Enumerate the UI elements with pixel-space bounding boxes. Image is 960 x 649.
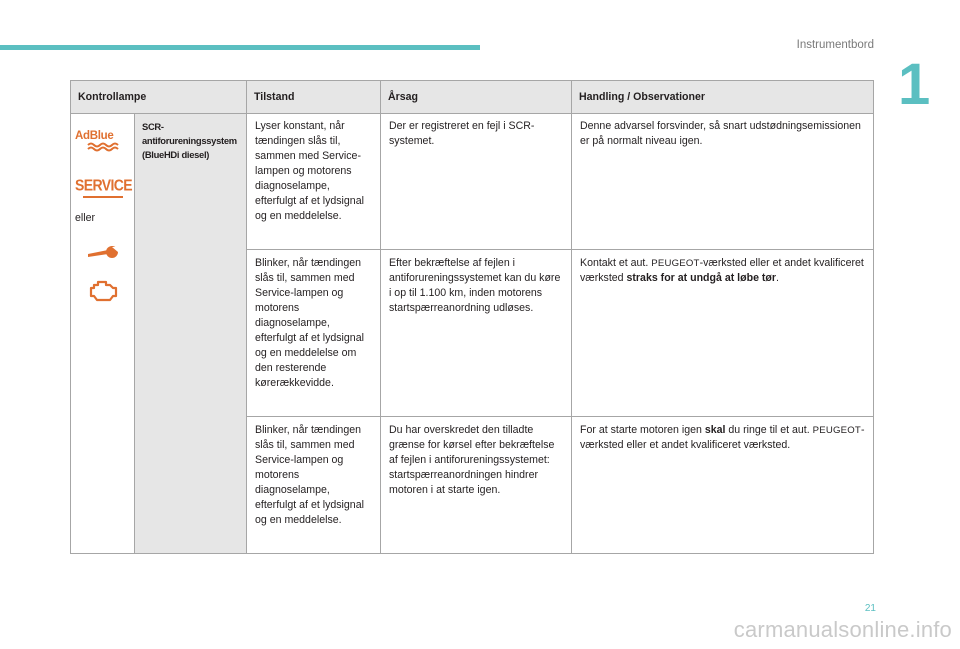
or-label: eller — [75, 212, 96, 224]
row3-arsag: Du har overskredet den tilladte grænse for kørsel efter bekræftelse af fejlen i antiforureningssystemet: startspærreanordningen hindrer motoren i at starte igen. — [381, 417, 572, 554]
page-number: 21 — [864, 603, 876, 614]
row3-handling-pre: For at starte motoren igen — [580, 424, 705, 436]
header-handling: Handling / Observationer — [572, 81, 874, 114]
row1-arsag: Der er registreret en fejl i SCR-systemet. — [381, 114, 572, 250]
row1-handling: Denne advarsel forsvinder, så snart udstødningsemissionen er på normalt niveau igen. — [572, 114, 874, 250]
row2-handling-post: . — [776, 272, 779, 284]
chapter-number: 1 — [898, 52, 931, 117]
row2-handling-brand: PEUGEOT — [651, 258, 700, 269]
row3-handling-mid: du ringe til et aut. — [725, 424, 813, 436]
table-header-row — [71, 81, 874, 114]
row2-handling-mid: -værksted eller et andet kvalificeret værksted — [580, 257, 864, 284]
header-kontrollampe: Kontrollampe — [71, 81, 247, 114]
row3-handling-post: -værksted eller et andet kvalificeret værksted. — [580, 424, 865, 451]
row1-tilstand: Lyser konstant, når tændingen slås til, sammen med Service-lampen og motorens diagnoselampe, efterfulgt af et lydsignal og en meddelelse. — [247, 114, 381, 250]
table-row — [71, 114, 874, 250]
adblue-icon: AdBlue — [75, 130, 130, 152]
row3-handling — [572, 417, 874, 554]
wrench-icon — [86, 244, 120, 260]
service-underline-icon — [82, 195, 124, 199]
watermark: carmanualsonline.info — [733, 617, 952, 642]
row2-arsag: Efter bekræftelse af fejlen i antiforureningssystemet kan du køre i op til 1.100 km, inden motorens startspærreanordning udløses. — [381, 250, 572, 417]
row2-handling — [572, 250, 874, 417]
service-icon: SERVICE — [75, 178, 130, 199]
header-arsag: Årsag — [381, 81, 572, 114]
section-title: Instrumentbord — [796, 39, 874, 51]
top-accent-bar — [0, 45, 480, 50]
system-name-cell: SCR-antiforureningssystem (BlueHDi diesel) — [135, 114, 247, 554]
lamp-icons-cell — [71, 114, 135, 554]
row2-handling-pre: Kontakt et aut. — [580, 257, 652, 269]
row3-handling-brand: PEUGEOT — [812, 425, 861, 436]
row3-handling-bold: skal — [704, 424, 726, 436]
warning-lamp-table — [70, 80, 874, 554]
adblue-wave-icon — [86, 142, 120, 152]
row2-handling-bold: straks for at undgå at løbe tør — [626, 272, 777, 284]
row3-tilstand: Blinker, når tændingen slås til, sammen med Service-lampen og motorens diagnoselampe, efterfulgt af et lydsignal og en meddelelse. — [247, 417, 381, 554]
header-tilstand: Tilstand — [247, 81, 381, 114]
engine-icon — [86, 278, 120, 304]
row2-tilstand: Blinker, når tændingen slås til, sammen med Service-lampen og motorens diagnoselampe, efterfulgt af et lydsignal og en meddelelse om den resterende kørerækkevidde. — [247, 250, 381, 417]
